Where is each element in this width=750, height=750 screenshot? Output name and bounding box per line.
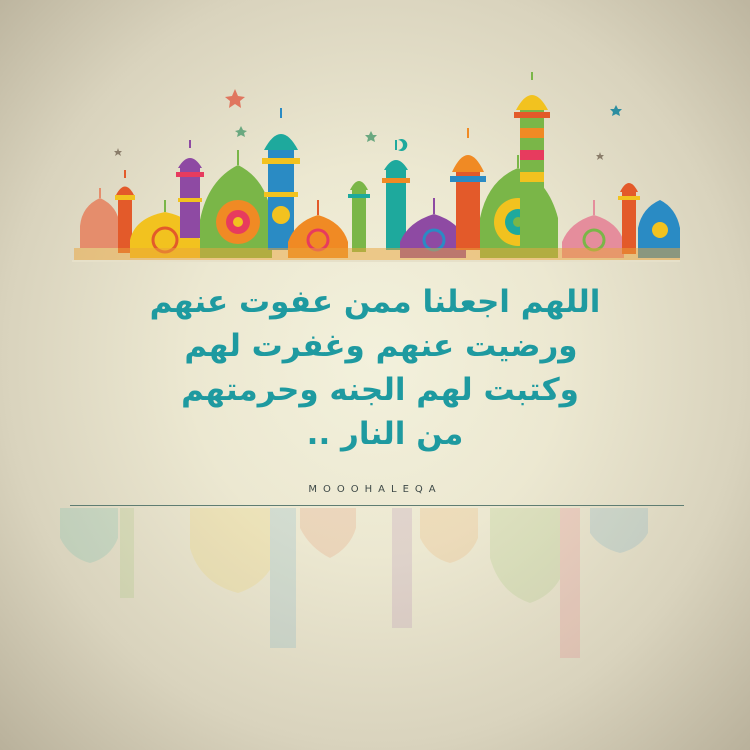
poem-line-3: وكتبت لهم الجنه وحرمتهم [181,372,579,408]
poem-line-2: ورضيت عنهم وغفرت لهم [184,328,578,364]
dome-far-left [80,188,120,248]
minaret-purple [176,140,204,238]
dome-green-yellow [480,155,558,258]
signature: MOOOHALEQA [308,484,442,495]
minaret-green [348,181,370,252]
poem-line-1: اللهم اجعلنا ممن عفوت عنهم [149,284,601,320]
skyline-baseline [72,260,680,262]
poem-text [0,280,750,456]
divider-line [70,505,684,506]
poem-line-4: من النار .. [306,416,464,452]
skyline-reflection [0,508,750,708]
star-icon [114,89,622,160]
crescent-icon [398,139,407,151]
dome-green-swirl [200,150,272,258]
mosque-skyline [0,0,750,270]
